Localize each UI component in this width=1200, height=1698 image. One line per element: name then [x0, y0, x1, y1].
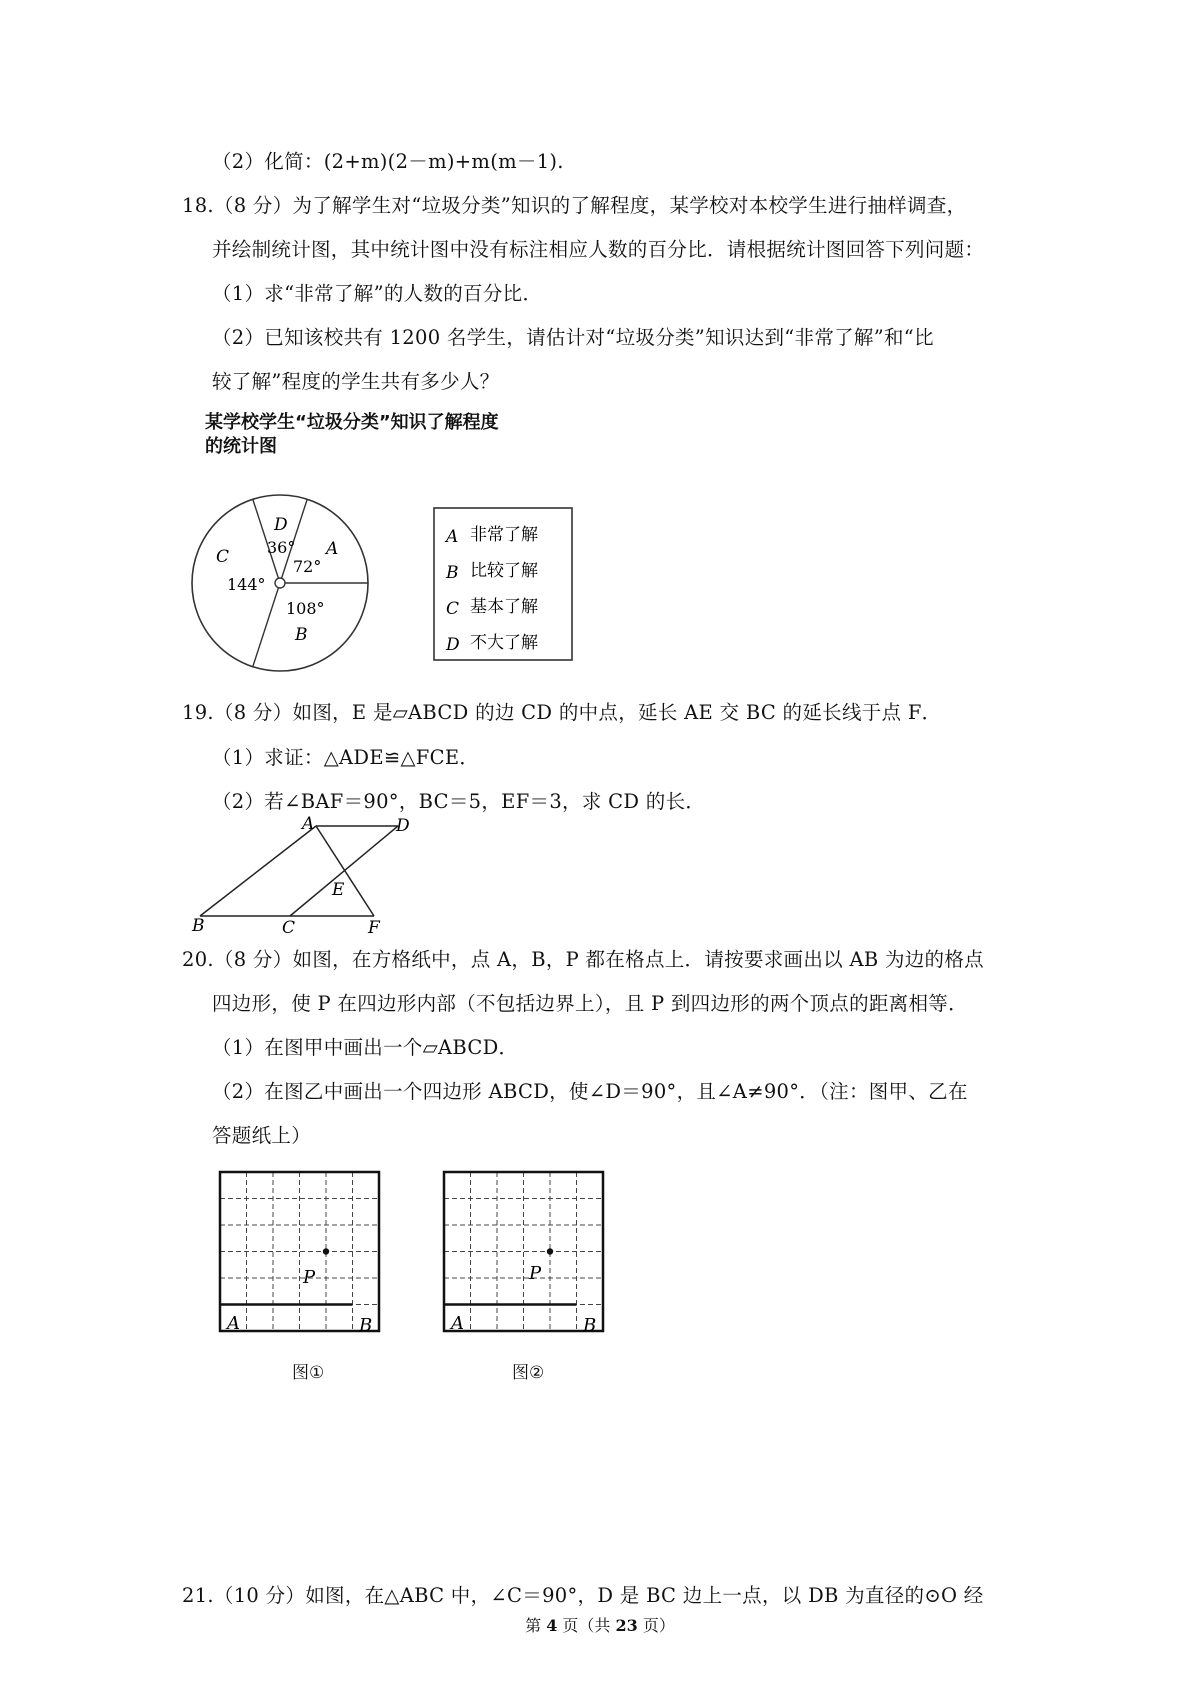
point-label-b: B [192, 916, 205, 936]
grid2-point-p [547, 1248, 553, 1254]
footer-mid: 页（共 [557, 1616, 616, 1635]
q18-part1: （1）求“非常了解”的人数的百分比． [212, 282, 543, 305]
parallelogram-figure [188, 812, 428, 936]
q19-part2: （2）若∠BAF＝90°，BC＝5，EF＝3，求 CD 的长． [212, 790, 706, 813]
q18-part2-b: 较了解”程度的学生共有多少人？ [212, 370, 500, 393]
footer-page-number: 4 [546, 1616, 558, 1635]
point-label-d: D [396, 816, 410, 836]
q18-line1: 18.（8 分）为了解学生对“垃圾分类”知识的了解程度，某学校对本校学生进行抽样调查， [182, 194, 967, 217]
q20-line1: 20.（8 分）如图，在方格纸中，点 A，B，P 都在格点上．请按要求画出以 AB 为边的格点 [182, 948, 984, 971]
q20-line2: 四边形，使 P 在四边形内部（不包括边界上），且 P 到四边形的两个顶点的距离相等． [212, 992, 968, 1015]
segment-cd [290, 826, 398, 916]
pie-angle-d: 36° [267, 538, 296, 557]
grid1-label-b: B [359, 1315, 373, 1336]
legend-text-a: 非常了解 [470, 525, 538, 545]
grid1-grid-border [220, 1172, 379, 1331]
chart-title-2: 的统计图 [205, 436, 277, 457]
q20-part2-b: 答题纸上） [212, 1124, 312, 1147]
grid2-label-p: P [529, 1263, 542, 1284]
chart-title-1: 某学校学生“垃圾分类”知识了解程度 [205, 412, 499, 433]
grid1-label-a: A [227, 1313, 240, 1334]
legend-key-c: C [446, 599, 460, 619]
grid1-point-p [323, 1248, 329, 1254]
segment-ab [200, 826, 316, 916]
q21-line1: 21.（10 分）如图，在△ABC 中，∠C＝90°，D 是 BC 边上一点，以 DB 为直径的⊙O 经 [182, 1584, 984, 1607]
footer-total-pages: 23 [615, 1616, 638, 1635]
pie-label-c: C [216, 547, 230, 567]
pie-label-b: B [295, 625, 308, 645]
legend-key-b: B [446, 563, 459, 583]
pie-angle-a: 72° [293, 557, 322, 576]
point-label-f: F [368, 918, 380, 936]
legend-text-c: 基本了解 [470, 597, 538, 617]
legend-key-d: D [446, 635, 460, 655]
q19-line1: 19.（8 分）如图，E 是▱ABCD 的边 CD 的中点，延长 AE 交 BC 的延长线于点 F． [182, 701, 942, 724]
legend-key-a: A [446, 527, 459, 547]
grid-figure-1 [214, 1168, 390, 1348]
grid1-label-p: P [303, 1267, 316, 1288]
grid2-label-b: B [583, 1315, 597, 1336]
grid2-caption: 图② [512, 1363, 545, 1383]
point-label-c: C [282, 918, 296, 936]
pie-chart [180, 490, 600, 690]
footer-suffix: 页） [637, 1616, 675, 1635]
q20-part2-a: （2）在图乙中画出一个四边形 ABCD，使∠D＝90°，且∠A≠90°．（注：图甲、乙在 [212, 1080, 968, 1103]
legend-text-d: 不大了解 [470, 633, 538, 653]
pie-label-a: A [326, 539, 339, 559]
segment-af [316, 826, 374, 916]
grid2-label-a: A [451, 1313, 464, 1334]
q19-part1: （1）求证：△ADE≌△FCE． [212, 746, 480, 769]
q17-part2: （2）化简：(2+m)(2－m)+m(m－1). [212, 150, 564, 173]
grid1-caption: 图① [292, 1363, 325, 1383]
pie-angle-c: 144° [227, 575, 266, 594]
pie-center [275, 578, 285, 588]
point-label-a: A [302, 814, 315, 834]
footer-prefix: 第 [525, 1616, 547, 1635]
legend-text-b: 比较了解 [470, 561, 538, 581]
grid2-grid-border [444, 1172, 603, 1331]
q18-part2-a: （2）已知该校共有 1200 名学生，请估计对“垃圾分类”知识达到“非常了解”和“比 [212, 326, 934, 349]
point-label-e: E [332, 880, 345, 900]
pie-radius-bc [253, 583, 280, 667]
pie-label-d: D [274, 515, 288, 535]
q18-line2: 并绘制统计图，其中统计图中没有标注相应人数的百分比．请根据统计图回答下列问题： [212, 238, 985, 261]
q20-part1: （1）在图甲中画出一个▱ABCD． [212, 1036, 519, 1059]
page-footer [0, 1613, 1200, 1636]
pie-angle-b: 108° [286, 599, 325, 618]
grid-figure-2 [438, 1168, 614, 1348]
